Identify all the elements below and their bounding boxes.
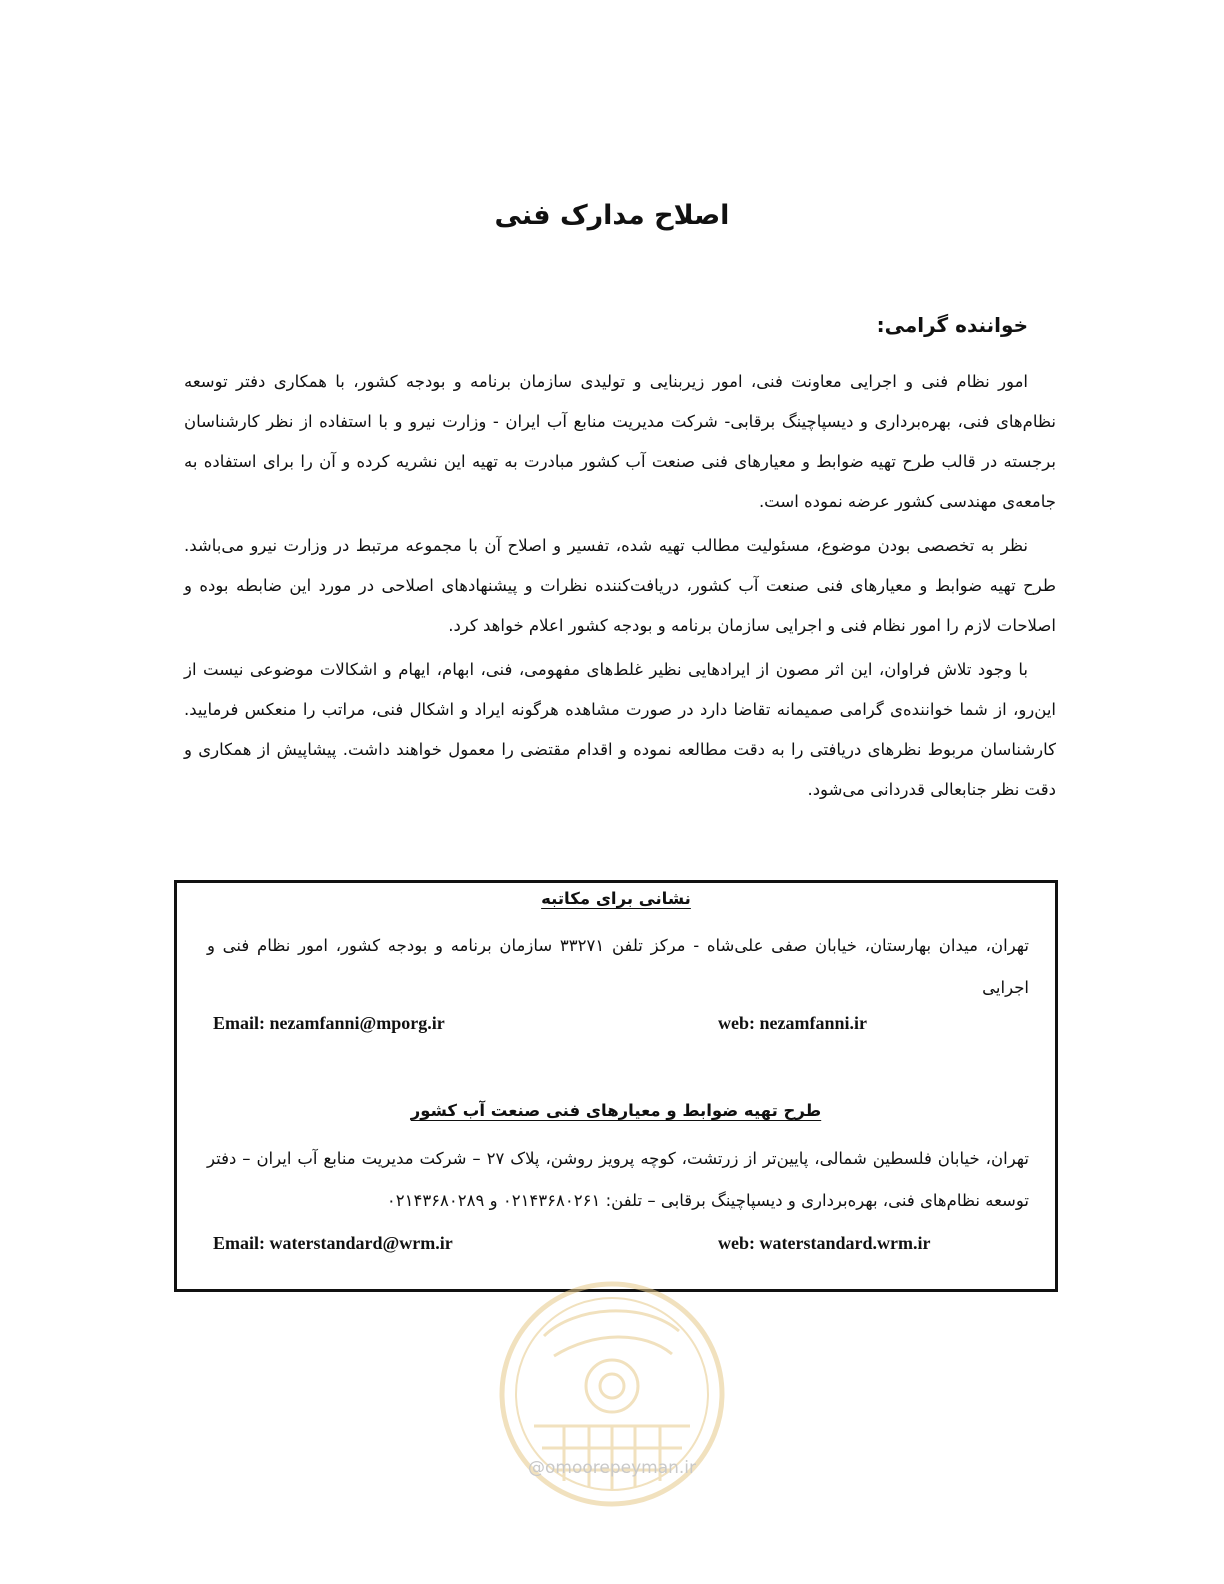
mailing-email-link[interactable]: Email: nezamfanni@mporg.ir [213,1013,445,1033]
paragraph-3: با وجود تلاش فراوان، این اثر مصون از ایرادهایی نظیر غلط‌های مفهومی، فنی، ابهام، ایهام و اشکالات موضوعی نیست از این‌رو، از شما خواننده‌ی گرامی صمیمانه تقاضا دارد در صورت مشاهده هرگونه ایراد و اشکال فنی، مراتب را منعکس فرمایید. کارشناسان مربوط نظرهای دریافتی را به دقت مطالعه نموده و اقدام مقتضی را معمول خواهند داشت. پیشاپیش از همکاری و دقت نظر جنابعالی قدردانی می‌شود. [184,660,1056,799]
contact-box [174,880,1058,1292]
paragraph-2: نظر به تخصصی بودن موضوع، مسئولیت مطالب تهیه شده، تفسیر و اصلاح آن با مجموعه مرتبط در وزارت نیرو می‌باشد. طرح تهیه ضوابط و معیارهای فنی صنعت آب کشور، دریافت‌کننده نظرات و پیشنهادهای اصلاحی در مورد این ضابطه بوده و اصلاحات لازم را امور نظام فنی و اجرایی سازمان برنامه و بودجه کشور اعلام خواهد کرد. [184,536,1056,635]
paragraph-1: امور نظام فنی و اجرایی معاونت فنی، امور زیربنایی و تولیدی سازمان برنامه و بودجه کشور، با همکاری دفتر توسعه نظام‌های فنی، بهره‌برداری و دیسپاچینگ برقابی- شرکت مدیریت منابع آب ایران - وزارت نیرو و با استفاده از نظر کارشناسان برجسته در قالب طرح تهیه ضوابط و معیارهای فنی صنعت آب کشور مبادرت به تهیه این نشریه کرده و آن را برای استفاده به جامعه‌ی مهندسی کشور عرضه نموده است. [184,372,1056,511]
mailing-contact-line [213,1013,1033,1043]
water-standard-heading: طرح تهیه ضوابط و معیارهای فنی صنعت آب کشور [410,1101,822,1120]
water-standard-contact-line [213,1233,1033,1263]
mailing-address-text: تهران، میدان بهارستان، خیابان صفی علی‌شاه - مرکز تلفن ۳۳۲۷۱ سازمان برنامه و بودجه کشور، امور نظام فنی و اجرایی [207,936,1030,997]
mailing-web-link[interactable]: web: nezamfanni.ir [718,1013,867,1033]
mailing-address-heading: نشانی برای مکاتبه [541,889,691,908]
body-text [184,362,1056,814]
water-standard-email-link[interactable]: Email: waterstandard@wrm.ir [213,1233,453,1253]
greeting-heading: خواننده گرامی: [876,313,1028,337]
water-standard-address-text: تهران، خیابان فلسطین شمالی، پایین‌تر از زرتشت، کوچه پرویز روشن، پلاک ۲۷ – شرکت مدیریت منابع آب ایران – دفتر توسعه نظام‌های فنی، بهره‌برداری و دیسپاچینگ برقابی – تلفن: ۰۲۱۴۳۶۸۰۲۶۱ و ۰۲۱۴۳۶۸۰۲۸۹ [207,1149,1029,1210]
page-title: اصلاح مدارک فنی [494,200,730,231]
water-standard-web-link[interactable]: web: waterstandard.wrm.ir [718,1233,931,1253]
watermark-caption: @omoorepeyman.ir [527,1458,697,1478]
